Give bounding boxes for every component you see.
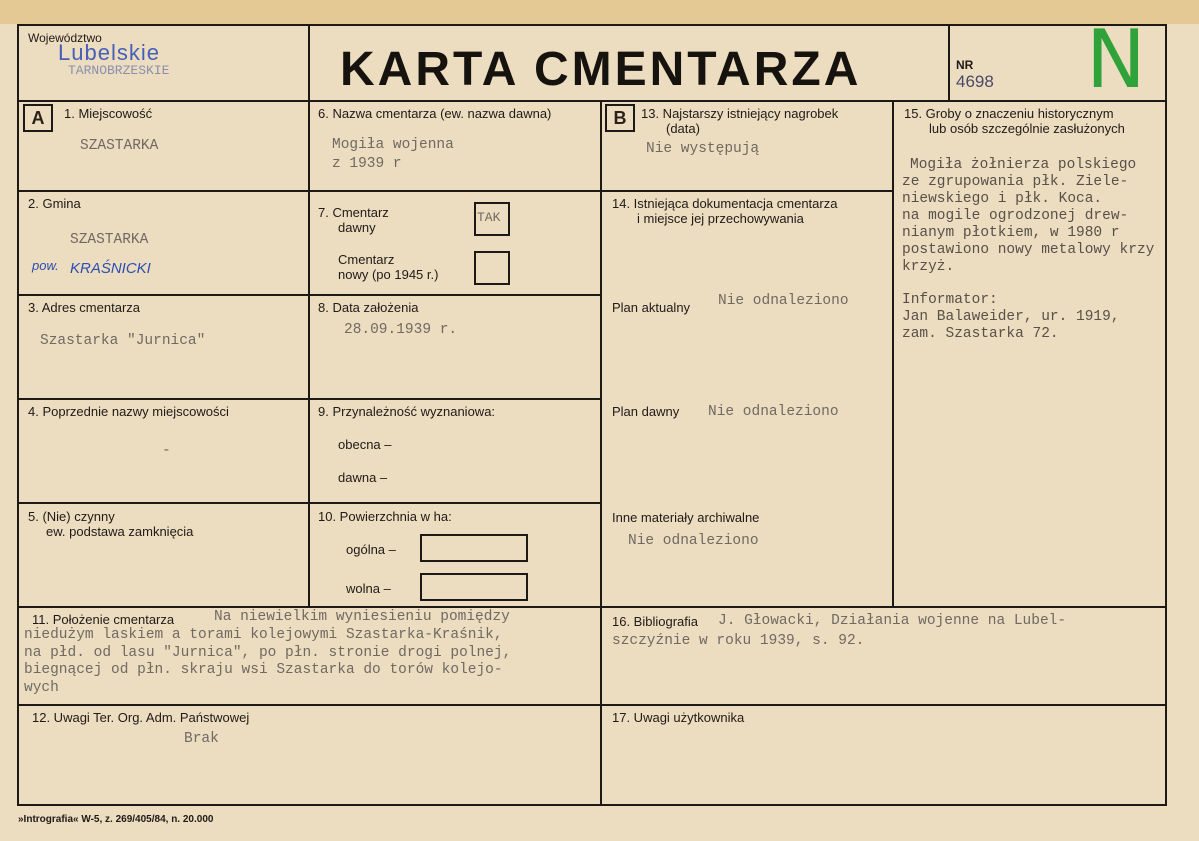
- field-16-line: szczyźnie w roku 1939, s. 92.: [612, 633, 865, 649]
- field-11-label: 11. Położenie cmentarza: [32, 612, 175, 627]
- field-16-line: J. Głowacki, Działania wojenne na Lubel-: [718, 613, 1067, 629]
- inne-materialy-value: Nie odnaleziono: [628, 533, 759, 549]
- wojewodztwo-old-stamp: TARNOBRZESKIE: [68, 63, 170, 78]
- rule: [17, 398, 602, 400]
- nr-label: NR: [956, 58, 974, 72]
- nr-value: 4698: [956, 72, 994, 91]
- card-title: KARTA CMENTARZA: [340, 43, 862, 96]
- informator-line: Jan Balaweider, ur. 1919,: [902, 309, 1120, 325]
- paper-top-band: [0, 0, 1199, 24]
- rule: [600, 100, 602, 806]
- field-3-value: Szastarka "Jurnica": [40, 333, 206, 349]
- field-1-label: 1. Miejscowość: [64, 106, 153, 121]
- field-11-line: biegnącej od płn. skraju wsi Szastarka do torów kolejo-: [24, 662, 503, 678]
- rule: [17, 190, 602, 192]
- rule: [17, 704, 1167, 706]
- field-2-value: SZASTARKA: [70, 232, 149, 248]
- field-15-sublabel: lub osób szczególnie zasłużonych: [929, 121, 1125, 136]
- field-11-line: wych: [24, 680, 59, 696]
- field-13-sublabel: (data): [666, 121, 700, 136]
- field-15-line: Mogiła żołnierza polskiego: [910, 157, 1137, 173]
- plan-aktualny-label: Plan aktualny: [612, 300, 691, 315]
- field-4-label: 4. Poprzednie nazwy miejscowości: [28, 404, 229, 419]
- rule: [17, 502, 602, 504]
- field-7-sublabel: dawny: [338, 220, 376, 235]
- field-14-label: 14. Istniejąca dokumentacja cmentarza: [612, 196, 838, 211]
- rule: [308, 24, 310, 606]
- section-b-badge: B: [605, 104, 635, 132]
- field-5-label: 5. (Nie) czynny: [28, 509, 115, 524]
- field-8-value: 28.09.1939 r.: [344, 322, 458, 338]
- field-10-ogolna-box: [420, 534, 528, 562]
- field-11-line: na płd. od lasu "Jurnica", po płn. stronie drogi polnej,: [24, 645, 512, 661]
- field-3-label: 3. Adres cmentarza: [28, 300, 140, 315]
- rule: [892, 100, 894, 606]
- field-7-new-sublabel: nowy (po 1945 r.): [338, 267, 439, 282]
- field-7-old-value: TAK: [477, 210, 501, 225]
- printer-imprint: »Intrografia« W-5, z. 269/405/84, n. 20.000: [18, 814, 214, 825]
- field-11-line: niedużym laskiem a torami kolejowymi Szastarka-Kraśnik,: [24, 627, 503, 643]
- field-9-label: 9. Przynależność wyznaniowa:: [318, 404, 496, 419]
- informator-line: zam. Szastarka 72.: [902, 326, 1059, 342]
- field-6-value-line1: Mogiła wojenna: [332, 137, 454, 153]
- rule: [17, 294, 602, 296]
- field-15-label: 15. Groby o znaczeniu historycznym: [904, 106, 1114, 121]
- field-15-line: krzyż.: [902, 259, 955, 275]
- field-6-value-line2: z 1939 r: [332, 156, 402, 172]
- plan-dawny-value: Nie odnaleziono: [708, 404, 839, 420]
- field-10-label: 10. Powierzchnia w ha:: [318, 509, 452, 524]
- wojewodztwo-stamp: Lubelskie: [58, 40, 160, 65]
- field-12-value: Brak: [184, 731, 219, 747]
- field-16-label: 16. Bibliografia: [612, 614, 698, 629]
- field-2-label: 2. Gmina: [28, 196, 81, 211]
- field-9-obecna: obecna –: [338, 437, 392, 452]
- field-1-value: SZASTARKA: [80, 138, 159, 154]
- field-15-line: ze zgrupowania płk. Ziele-: [902, 174, 1129, 190]
- inne-materialy-label: Inne materiały archiwalne: [612, 510, 760, 525]
- field-13-label: 13. Najstarszy istniejący nagrobek: [641, 106, 839, 121]
- powiat-prefix: pow.: [32, 258, 59, 273]
- field-7-new-label: Cmentarz: [338, 252, 395, 267]
- field-8-label: 8. Data założenia: [318, 300, 419, 315]
- plan-aktualny-value: Nie odnaleziono: [718, 293, 849, 309]
- field-12-label: 12. Uwagi Ter. Org. Adm. Państwowej: [32, 710, 250, 725]
- rule: [17, 606, 1167, 608]
- field-7-label: 7. Cmentarz: [318, 205, 389, 220]
- rule: [600, 190, 894, 192]
- field-15-line: niewskiego i płk. Koca.: [902, 191, 1103, 207]
- informator-line: Informator:: [902, 292, 998, 308]
- powiat-value: KRAŚNICKI: [70, 260, 151, 277]
- field-15-line: na mogile ogrodzonej drew-: [902, 208, 1129, 224]
- field-15-line: postawiono nowy metalowy krzy: [902, 242, 1155, 258]
- field-13-value: Nie występują: [646, 141, 760, 157]
- field-11-line: Na niewielkim wyniesieniu pomiędzy: [214, 609, 510, 625]
- rule: [948, 24, 950, 102]
- field-10-wolna-box: [420, 573, 528, 601]
- field-9-dawna: dawna –: [338, 470, 388, 485]
- section-a-badge: A: [23, 104, 53, 132]
- field-7-new-checkbox: [474, 251, 510, 285]
- plan-dawny-label: Plan dawny: [612, 404, 680, 419]
- field-14-sublabel: i miejsce jej przechowywania: [637, 211, 804, 226]
- wojewodztwo-label: Województwo: [28, 31, 102, 45]
- field-6-label: 6. Nazwa cmentarza (ew. nazwa dawna): [318, 106, 552, 121]
- rule: [17, 100, 1167, 102]
- field-10-wolna: wolna –: [346, 581, 391, 596]
- field-5-sublabel: ew. podstawa zamknięcia: [46, 524, 194, 539]
- field-4-value: -: [162, 443, 171, 459]
- green-n-mark: N: [1086, 13, 1146, 106]
- field-17-label: 17. Uwagi użytkownika: [612, 710, 745, 725]
- field-15-line: nianym płotkiem, w 1980 r: [902, 225, 1120, 241]
- field-10-ogolna: ogólna –: [346, 542, 396, 557]
